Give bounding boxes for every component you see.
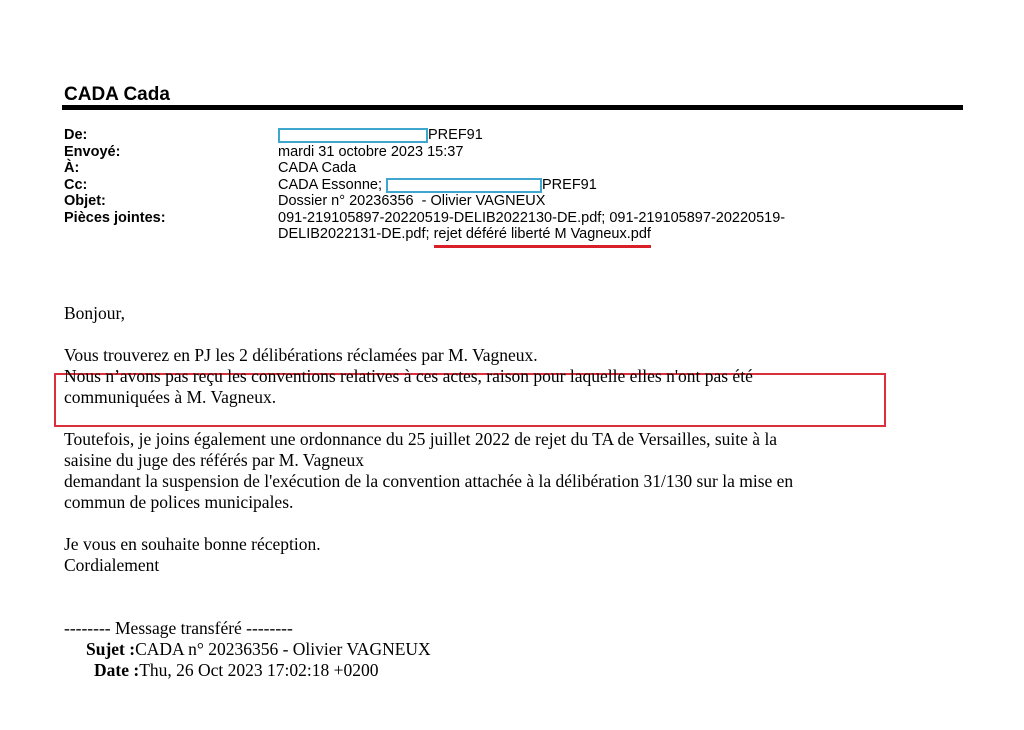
cc-label: Cc: bbox=[64, 176, 88, 193]
subject-label: Objet: bbox=[64, 193, 106, 209]
from-value: PREF91 bbox=[428, 127, 483, 143]
para2-line3: demandant la suspension de l'exécution de la convention attachée à la délibération 31/130 sur la mise en bbox=[64, 471, 794, 491]
forwarded-separator: -------- Message transféré -------- bbox=[64, 618, 293, 638]
forwarded-message bbox=[64, 618, 944, 681]
to-value: CADA Cada bbox=[278, 160, 357, 176]
closing-line2: Cordialement bbox=[64, 555, 160, 575]
cc-value-suffix: PREF91 bbox=[542, 176, 597, 193]
header-cc bbox=[64, 177, 898, 194]
sent-value: mardi 31 octobre 2023 15:37 bbox=[278, 143, 464, 160]
attachments-label: Pièces jointes: bbox=[64, 209, 166, 226]
para1-highlight-line1: Nous n’avons pas reçu les conventions relatives à ces actes, raison pour laquelle elles n'ont pas été bbox=[64, 366, 753, 386]
para2-line4: commun de polices municipales. bbox=[64, 492, 294, 512]
attachment-list-line2: DELIB2022131-DE.pdf; bbox=[278, 226, 434, 242]
email-body bbox=[64, 303, 944, 681]
header-sent bbox=[64, 144, 898, 161]
para2-line2: saisine du juge des référés par M. Vagneux bbox=[64, 450, 365, 470]
forwarded-subject-value: CADA n° 20236356 - Olivier VAGNEUX bbox=[135, 639, 431, 659]
redacted-name-box bbox=[278, 128, 428, 143]
title-rule bbox=[62, 105, 963, 110]
para2-line1: Toutefois, je joins également une ordonnance du 25 juillet 2022 de rejet du TA de Versailles, suite à la bbox=[64, 429, 778, 449]
sent-label: Envoyé: bbox=[64, 143, 121, 160]
cc-value-prefix: CADA Essonne; bbox=[278, 176, 386, 193]
header-subject bbox=[64, 193, 898, 210]
closing-line1: Je vous en souhaite bonne réception. bbox=[64, 534, 321, 554]
header-from bbox=[64, 127, 898, 144]
forwarded-date-value: Thu, 26 Oct 2023 17:02:18 +0200 bbox=[139, 660, 379, 680]
header-to bbox=[64, 160, 898, 177]
header-attachments bbox=[64, 210, 898, 243]
page-title: CADA Cada bbox=[64, 84, 170, 105]
redacted-name-box bbox=[386, 178, 542, 193]
para1-highlight-line2: communiquées à M. Vagneux. bbox=[64, 387, 277, 407]
to-label: À: bbox=[64, 160, 80, 176]
forwarded-date-label: Date : bbox=[94, 660, 140, 680]
greeting: Bonjour, bbox=[64, 303, 126, 323]
email-header bbox=[64, 127, 898, 243]
forwarded-subject-label: Sujet : bbox=[86, 639, 136, 659]
subject-value: Dossier n° 20236356 - Olivier VAGNEUX bbox=[278, 193, 546, 209]
para1-line1: Vous trouverez en PJ les 2 délibérations réclamées par M. Vagneux. bbox=[64, 345, 538, 365]
attachment-rejet-defere: rejet déféré liberté M Vagneux.pdf bbox=[434, 226, 651, 248]
attachment-list-line1: 091-219105897-20220519-DELIB2022130-DE.pdf; 091-219105897-20220519- bbox=[278, 209, 786, 226]
from-label: De: bbox=[64, 127, 88, 143]
